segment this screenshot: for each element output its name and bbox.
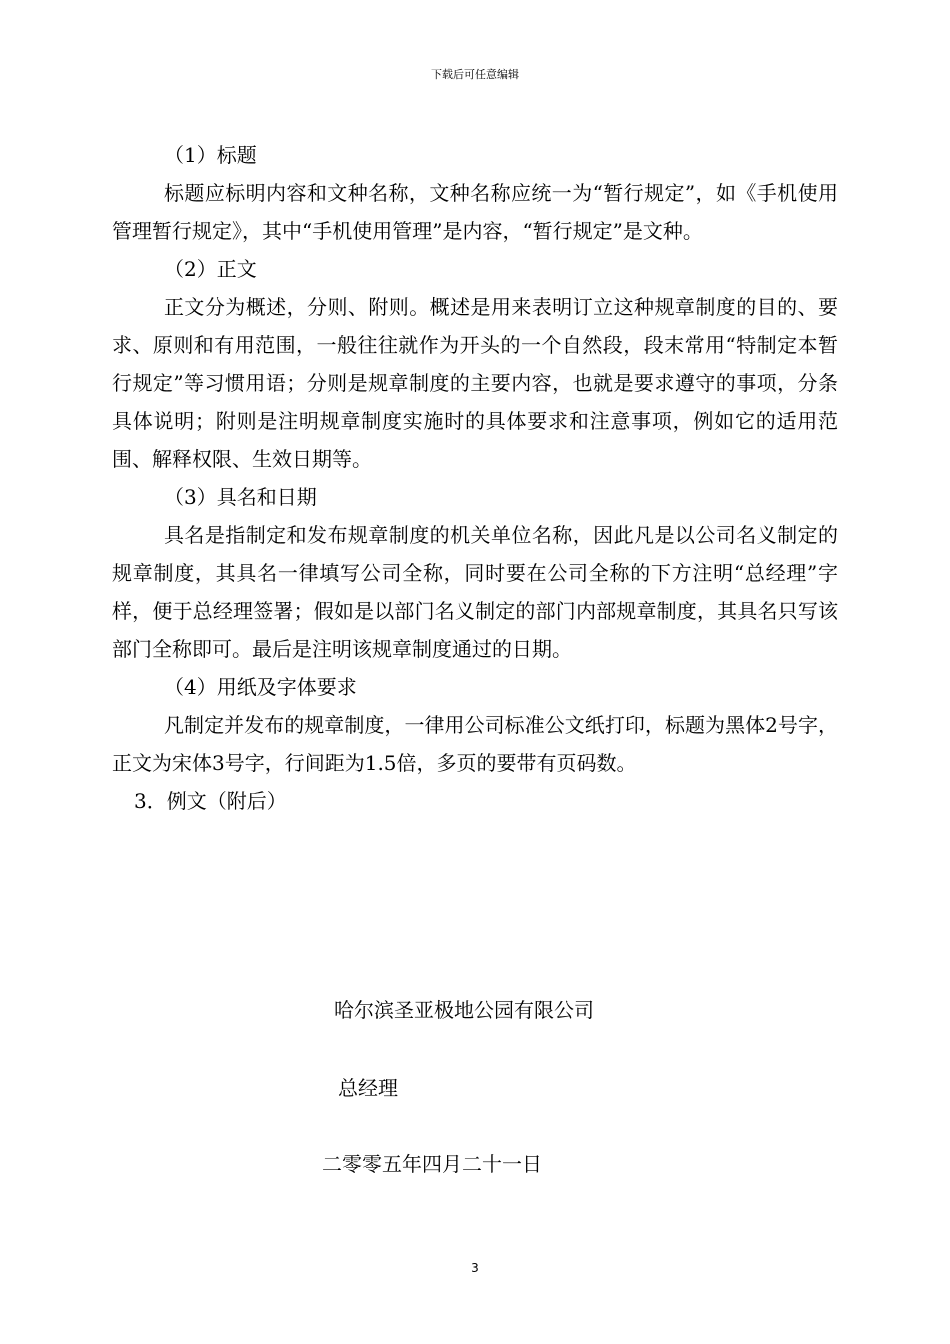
section-heading-paper-font: （4）用纸及字体要求	[164, 675, 357, 699]
example-label: 3．例文（附后）	[134, 789, 287, 813]
section-body-signature-date: 具名是指制定和发布规章制度的机关单位名称，因此凡是以公司名义制定的规章制度，其具名一律填写公司全称，同时要在公司全称的下方注明“总经理”字样，便于总经理签署；假如是以部门名义制定的部门内部规章制度，其具名只写该部门全称即可。最后是注明该规章制度通过的日期。	[112, 523, 838, 661]
signature-date: 二零零五年四月二十一日	[322, 1152, 542, 1176]
section-body-title: 标题应标明内容和文种名称，文种名称应统一为“暂行规定”，如《手机使用管理暂行规定》，其中“手机使用管理”是内容，“暂行规定”是文种。	[112, 181, 838, 243]
section-body-paper-font: 凡制定并发布的规章制度，一律用公司标准公文纸打印，标题为黑体2号字，正文为宋体3号字，行间距为1.5倍，多页的要带有页码数。	[112, 713, 838, 775]
section-heading-main-text: （2）正文	[164, 257, 257, 281]
document-body	[112, 136, 838, 820]
page-number: 3	[471, 1261, 479, 1275]
signature-company: 哈尔滨圣亚极地公园有限公司	[334, 998, 594, 1022]
section-heading-title: （1）标题	[164, 143, 257, 167]
signature-title: 总经理	[338, 1076, 398, 1100]
section-heading-signature-date: （3）具名和日期	[164, 485, 317, 509]
header-note: 下载后可任意编辑	[431, 68, 519, 81]
section-body-main-text: 正文分为概述，分则、附则。概述是用来表明订立这种规章制度的目的、要求、原则和有用范围，一般往往就作为开头的一个自然段，段末常用“特制定本暂行规定”等习惯用语；分则是规章制度的主要内容，也就是要求遵守的事项，分条具体说明；附则是注明规章制度实施时的具体要求和注意事项，例如它的适用范围、解释权限、生效日期等。	[112, 295, 838, 471]
